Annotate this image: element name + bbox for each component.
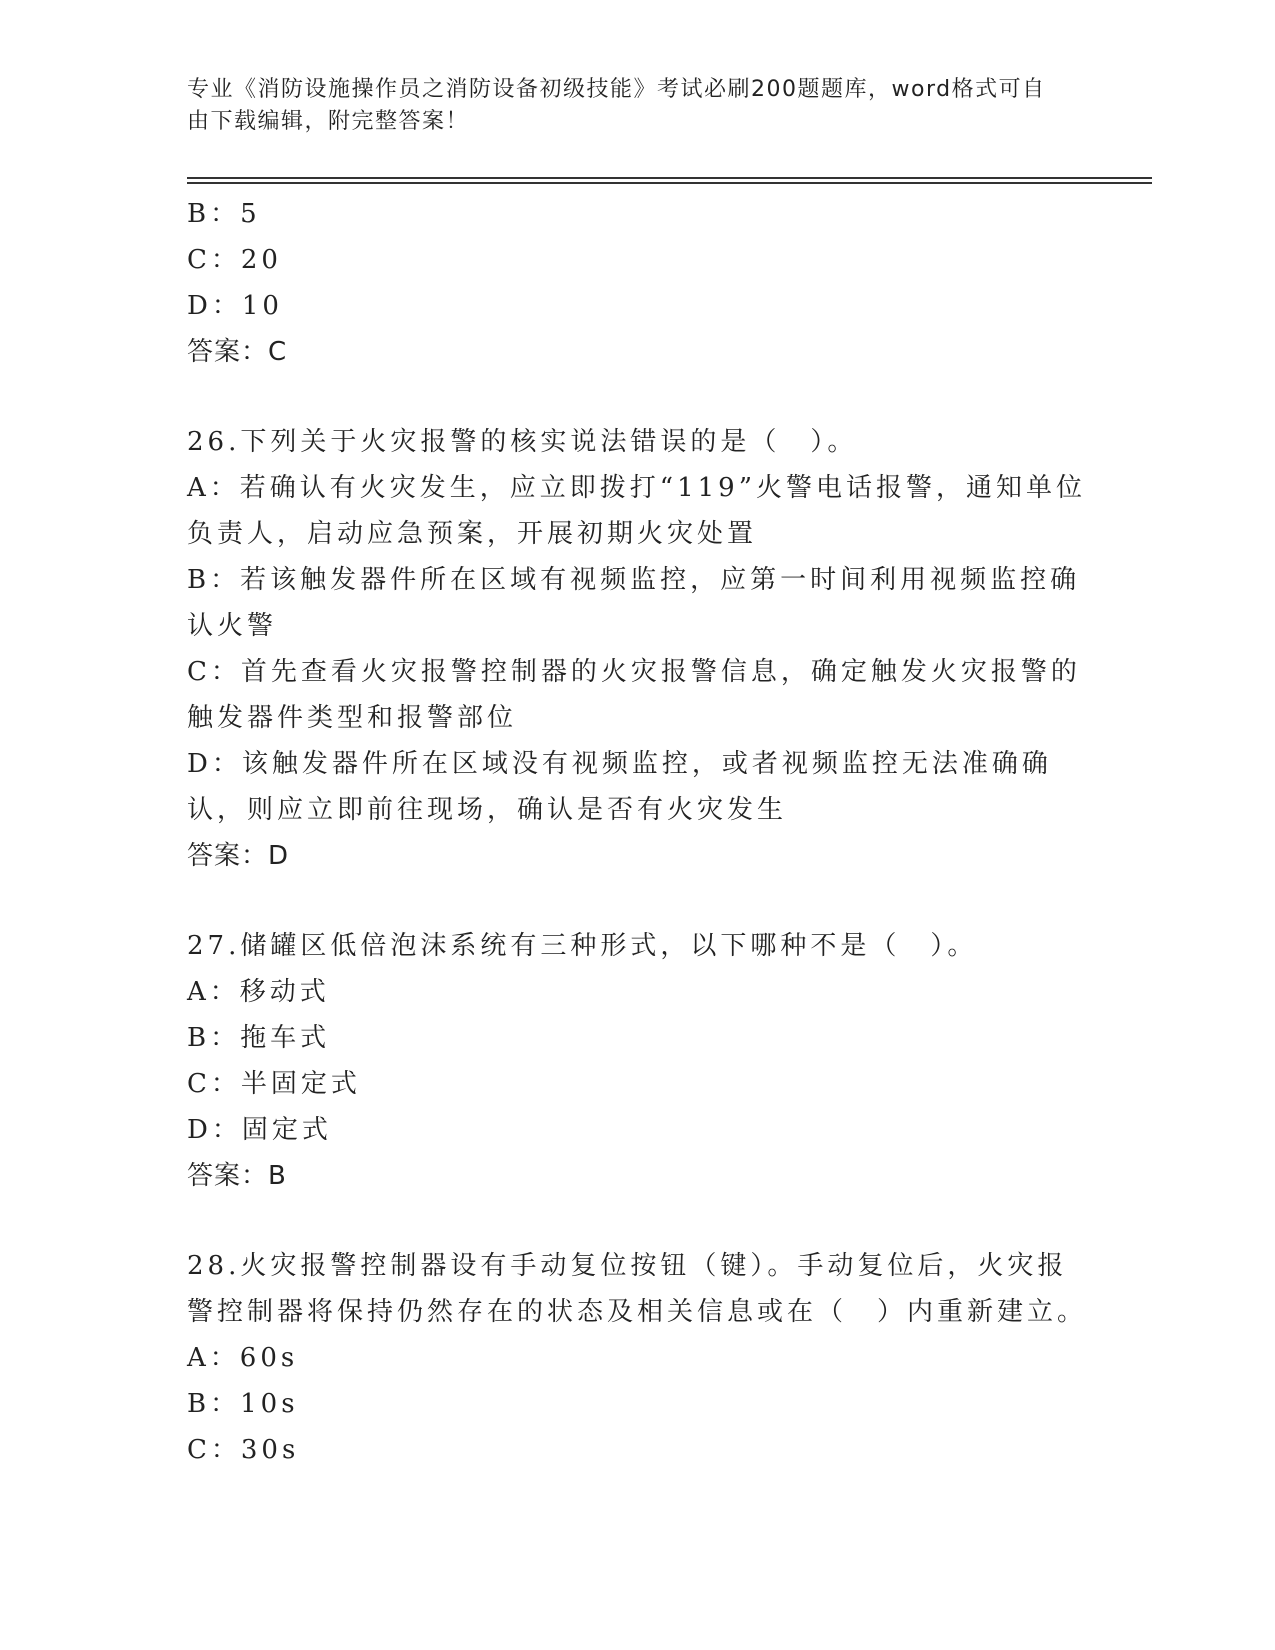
spacer	[187, 1199, 1087, 1243]
option-d: D：10	[187, 291, 283, 321]
question-text: 28.火灾报警控制器设有手动复位按钮（键）。手动复位后，火灾报警控制器将保持仍然存在的状态及相关信息或在（ ）内重新建立。	[187, 1251, 1088, 1327]
header-divider	[187, 177, 1152, 179]
option-a: A：60s	[187, 1343, 299, 1373]
document-body	[187, 191, 1087, 1473]
question-block-25	[187, 191, 1087, 375]
spacer	[187, 879, 1087, 923]
option-b: B：拖车式	[187, 1023, 331, 1053]
option-c: C：30s	[187, 1435, 300, 1465]
option-b: B：10s	[187, 1389, 299, 1419]
question-block-27	[187, 923, 1087, 1199]
question-text: 26.下列关于火灾报警的核实说法错误的是（ ）。	[187, 427, 858, 457]
header-divider-secondary	[187, 182, 1152, 184]
answer-label: 答案：B	[187, 1161, 287, 1191]
option-c: C：首先查看火灾报警控制器的火灾报警信息，确定触发火灾报警的触发器件类型和报警部位	[187, 657, 1081, 733]
option-c: C：半固定式	[187, 1069, 361, 1099]
document-header: 专业《消防设施操作员之消防设备初级技能》考试必刷200题题库，word格式可自由下载编辑，附完整答案！	[187, 77, 1046, 134]
option-a: A：移动式	[187, 977, 330, 1007]
option-a: A：若确认有火灾发生，应立即拨打“119”火警电话报警，通知单位负责人，启动应急预案，开展初期火灾处置	[187, 473, 1086, 549]
option-b: B：若该触发器件所在区域有视频监控，应第一时间利用视频监控确认火警	[187, 565, 1081, 641]
question-block-26	[187, 419, 1087, 879]
question-block-28	[187, 1243, 1087, 1473]
answer-label: 答案：D	[187, 841, 290, 871]
answer-label: 答案：C	[187, 337, 288, 367]
spacer	[187, 375, 1087, 419]
option-d: D：该触发器件所在区域没有视频监控，或者视频监控无法准确确认，则应立即前往现场，确认是否有火灾发生	[187, 749, 1052, 825]
question-text: 27.储罐区低倍泡沫系统有三种形式，以下哪种不是（ ）。	[187, 931, 978, 961]
option-c: C：20	[187, 245, 282, 275]
option-d: D：固定式	[187, 1115, 332, 1145]
option-b: B：5	[187, 199, 261, 229]
